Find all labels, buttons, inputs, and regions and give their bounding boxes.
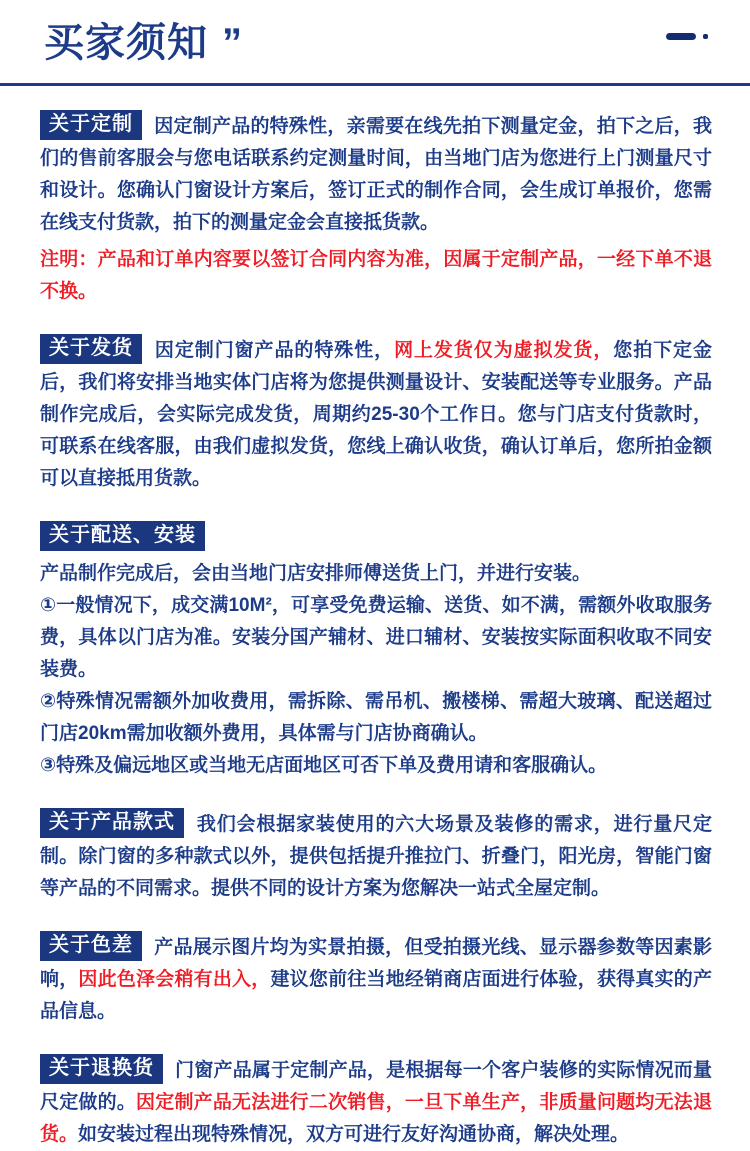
section-badge: 关于发货 xyxy=(40,334,142,364)
section-body-text: 您拍下定金后，我们将安排当地实体门店将为您提供测量设计、安装配送等专业服务。产品制作完成后，会实际完成发货，周期约25-30个工作日。您与门店支付货款时，可联系在线客服，由我们虚拟发货，您线上确认收货，确认订单后，您所拍金额可以直接抵用货款。 xyxy=(40,340,712,489)
section-returns xyxy=(40,1054,712,1151)
section-badge: 关于配送、安装 xyxy=(40,521,205,551)
dash-icon xyxy=(666,33,696,40)
section-delivery-installation xyxy=(40,521,712,782)
section-paragraph xyxy=(40,1054,712,1151)
section-list-item-2: ②特殊情况需额外加收费用，需拆除、需吊机、搬楼梯、需超大玻璃、配送超过门店20km需加收额外费用，具体需与门店协商确认。 xyxy=(40,691,712,744)
page-title-text: 买家须知 xyxy=(44,21,208,65)
section-body-text: 因定制产品的特殊性，亲需要在线先拍下测量定金，拍下之后，我们的售前客服会与您电话联系约定测量时间，由当地门店为您进行上门测量尺寸和设计。您确认门窗设计方案后，签订正式的制作合同，会生成订单报价，您需在线支付货款，拍下的测量定金会直接抵货款。 xyxy=(40,116,712,233)
section-badge-row xyxy=(40,521,712,556)
section-body-text: 门窗产品属于定制产品，是根据每一个客户装修的实际情况而量尺定做的。 xyxy=(40,1060,712,1113)
section-paragraph xyxy=(40,808,712,905)
section-body-text: 我们会根据家装使用的六大场景及装修的需求，进行量尺定制。除门窗的多种款式以外，提供包括提升推拉门、折叠门，阳光房，智能门窗等产品的不同需求。提供不同的设计方案为您解决一站式全屋定制。 xyxy=(40,814,712,899)
section-shipping xyxy=(40,334,712,495)
section-body-text: 产品制作完成后，会由当地门店安排师傅送货上门，并进行安装。 xyxy=(40,563,592,584)
highlight-red-text: 因定制产品无法进行二次销售，一旦下单生产，非质量问题均无法退货。 xyxy=(40,1092,712,1145)
highlight-red-text: 因此色泽会稍有出入， xyxy=(78,969,271,990)
section-badge: 关于产品款式 xyxy=(40,808,184,838)
section-body-text: 因定制门窗产品的特殊性， xyxy=(154,340,395,361)
section-color-difference xyxy=(40,931,712,1028)
section-badge: 关于色差 xyxy=(40,931,142,961)
highlight-red-text: 网上发货仅为虚拟发货， xyxy=(394,340,614,361)
section-badge: 关于退换货 xyxy=(40,1054,163,1084)
dot-icon xyxy=(703,34,708,39)
notice-content xyxy=(0,86,750,1151)
section-paragraph xyxy=(40,334,712,495)
section-list-item-1: ①一般情况下，成交满10M²，可享受免费运输、送货、如不满，需额外收取服务费，具体以门店为准。安装分国产辅材、进口辅材、安装按实际面积收取不同安装费。 xyxy=(40,595,712,680)
header-divider xyxy=(0,83,750,86)
section-customization xyxy=(40,110,712,308)
quote-mark-icon: ” xyxy=(222,21,243,65)
title-row xyxy=(0,18,750,68)
section-paragraph xyxy=(40,110,712,239)
section-body-text: 建议您前往当地经销商店面进行体验，获得真实的产品信息。 xyxy=(40,969,712,1022)
section-badge: 关于定制 xyxy=(40,110,142,140)
section-body-text: 如安装过程出现特殊情况，双方可进行友好沟通协商，解决处理。 xyxy=(78,1124,630,1145)
section-note-red: 注明：产品和订单内容要以签订合同内容为准，因属于定制产品，一经下单不退不换。 xyxy=(40,249,712,302)
page-title xyxy=(44,18,750,68)
page-header xyxy=(0,0,750,86)
section-body-text: 产品展示图片均为实景拍摄，但受拍摄光线、显示器参数等因素影响， xyxy=(40,937,712,990)
section-paragraph xyxy=(40,931,712,1028)
section-list-item-3: ③特殊及偏远地区或当地无店面地区可否下单及费用请和客服确认。 xyxy=(40,755,608,776)
header-decoration xyxy=(666,28,708,38)
section-product-styles xyxy=(40,808,712,905)
